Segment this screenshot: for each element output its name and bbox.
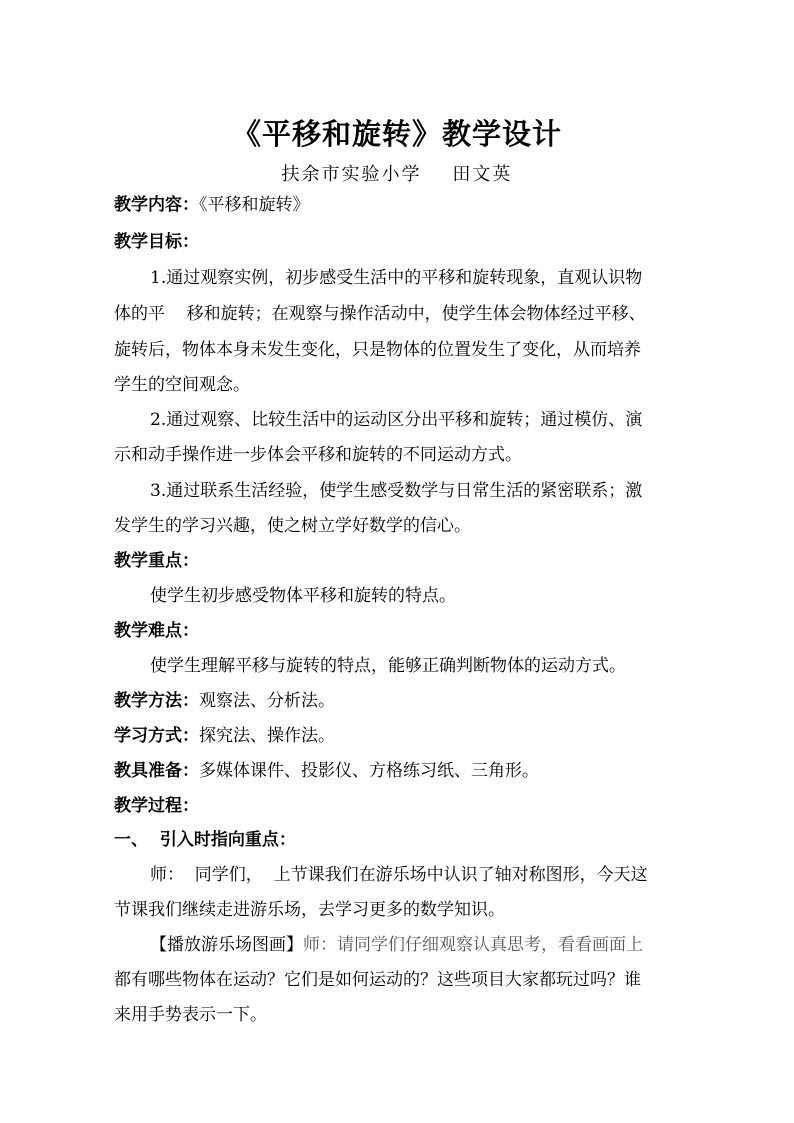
goal-3-line-1: 3.通过联系生活经验，使学生感受数学与日常生活的紧密联系；激 bbox=[150, 481, 643, 501]
method-line bbox=[114, 689, 335, 713]
goals-label: 教学目标： bbox=[114, 232, 199, 252]
learning-label: 学习方式： bbox=[114, 726, 199, 746]
section-1-heading: 一、 引入时指向重点： bbox=[114, 830, 296, 850]
learning-line bbox=[114, 724, 335, 748]
goal-1-line-1: 1.通过观察实例，初步感受生活中的平移和旋转现象，直观认识物 bbox=[150, 268, 643, 288]
difficulty-text: 使学生理解平移与旋转的特点，能够正确判断物体的运动方式。 bbox=[150, 656, 626, 676]
goal-1-line-4: 学生的空间观念。 bbox=[114, 375, 250, 395]
goal-2-line-1: 2.通过观察、比较生活中的运动区分出平移和旋转；通过模仿、演 bbox=[150, 410, 643, 430]
method-label: 教学方法： bbox=[114, 691, 199, 711]
key-point-label: 教学重点： bbox=[114, 551, 199, 571]
tools-line bbox=[114, 759, 539, 783]
difficulty-label: 教学难点： bbox=[114, 621, 199, 641]
document-title: 《平移和旋转》教学设计 bbox=[231, 117, 562, 151]
content-line bbox=[114, 193, 310, 217]
goal-1-line-3: 旋转后，物体本身未发生变化，只是物体的位置发生了变化，从而培养 bbox=[114, 340, 641, 360]
goal-2-line-2: 示和动手操作进一步体会平移和旋转的不同运动方式。 bbox=[114, 445, 522, 465]
content-label: 教学内容： bbox=[114, 195, 199, 215]
para-1-line-1: 师： 同学们， 上节课我们在游乐场中认识了轴对称图形，今天这 bbox=[150, 865, 648, 885]
tools-label: 教具准备： bbox=[114, 761, 199, 781]
process-label: 教学过程： bbox=[114, 796, 199, 816]
para-2-line-1 bbox=[150, 933, 643, 957]
goal-1-line-2: 体的平 移和旋转；在观察与操作活动中，使学生体会物体经过平移、 bbox=[114, 304, 646, 324]
content-value: 《平移和旋转》 bbox=[199, 195, 310, 215]
para-2-line-1-rest: 师：请同学们仔细观察认真思考，看看画面上 bbox=[303, 935, 643, 955]
para-2-line-3: 来用手势表示一下。 bbox=[114, 1005, 267, 1025]
para-2-line-2: 都有哪些物体在运动？它们是如何运动的？这些项目大家都玩过吗？谁 bbox=[114, 970, 641, 990]
para-2-bracket-note: 【播放游乐场图画】 bbox=[150, 935, 303, 955]
para-1-line-2: 节课我们继续走进游乐场，去学习更多的数学知识。 bbox=[114, 900, 505, 920]
goal-3-line-2: 发学生的学习兴趣，使之树立学好数学的信心。 bbox=[114, 516, 471, 536]
author-line: 扶余市实验小学 田文英 bbox=[281, 164, 513, 185]
method-value: 观察法、分析法。 bbox=[199, 691, 335, 711]
learning-value: 探究法、操作法。 bbox=[199, 726, 335, 746]
tools-value: 多媒体课件、投影仪、方格练习纸、三角形。 bbox=[199, 761, 539, 781]
key-point-text: 使学生初步感受物体平移和旋转的特点。 bbox=[150, 586, 456, 606]
